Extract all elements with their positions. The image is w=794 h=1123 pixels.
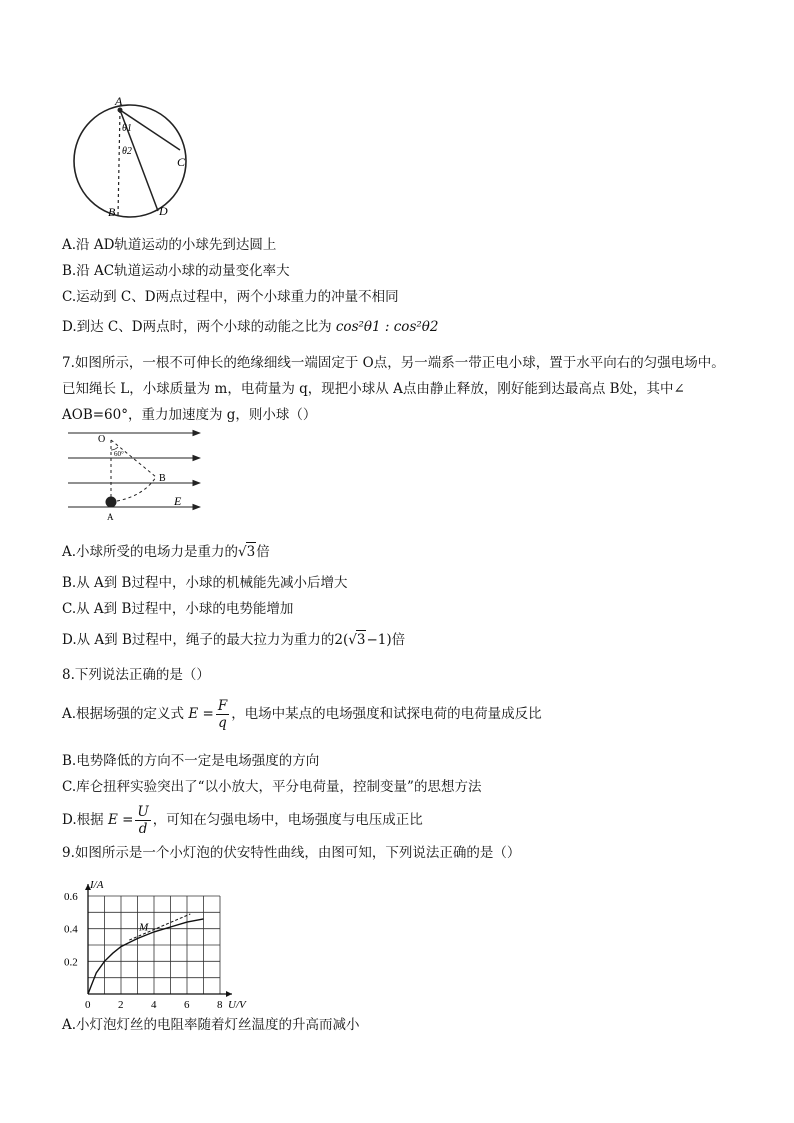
- x-axis-arrow: [226, 991, 232, 997]
- q7-option-a-text: A.小球所受的电场力是重力的: [62, 544, 239, 560]
- fig2-label-e: E: [174, 494, 182, 508]
- q7-option-d-sqrt: 3: [356, 632, 366, 648]
- fig2-label-o: O: [98, 434, 106, 445]
- q7-stem-line3: AOB=60°，重力加速度为 g，则小球（）: [62, 407, 317, 423]
- fig2-label-angle: 60°: [114, 450, 124, 458]
- fig1-label-theta1: θ1: [122, 123, 132, 134]
- q7-stem-line2: 已知绳长 L，小球质量为 m，电荷量为 q，现把小球从 A点由静止释放，刚好能到达最高点 B处，其中∠: [62, 381, 685, 397]
- fig1-label-a: A: [115, 94, 123, 108]
- q6-option-d-text: D.到达 C、D两点时，两个小球的动能之比为: [62, 319, 332, 335]
- q6-option-a: A.沿 AD轨道运动的小球先到达圆上: [62, 237, 277, 253]
- fig2-label-b: B: [159, 473, 166, 484]
- q9-stem: 9.如图所示是一个小灯泡的伏安特性曲线，由图可知，下列说法正确的是（）: [62, 845, 521, 861]
- point-m-label: M: [139, 921, 149, 934]
- q8-option-d: [62, 804, 423, 837]
- iv-curve-chart: [60, 866, 270, 1012]
- y-axis-label: I/A: [90, 879, 104, 891]
- q6-option-d: [62, 318, 439, 336]
- q6-option-d-formula: cos²θ1 : cos²θ2: [335, 319, 439, 335]
- q8-option-a-suffix: ，电场中某点的电场强度和试探电荷的电荷量成反比: [231, 706, 542, 722]
- q7-option-a-sqrt: 3: [246, 544, 256, 560]
- q6-option-b: B.沿 AC轨道运动小球的动量变化率大: [62, 263, 290, 279]
- q9-option-a: A.小灯泡灯丝的电阻率随着灯丝温度的升高而减小: [62, 1017, 360, 1033]
- fig2-label-a: A: [107, 512, 114, 522]
- q8-option-a: [62, 698, 542, 731]
- x-axis-label: U/V: [228, 999, 246, 1011]
- circle-chord-figure: [60, 94, 200, 224]
- y-tick-label: 0.4: [64, 923, 78, 936]
- q7-option-d-formula-start: 2(: [334, 632, 349, 648]
- q7-option-c: C.从 A到 B过程中，小球的电势能增加: [62, 601, 294, 617]
- q8-option-d-numerator: U: [137, 804, 149, 820]
- chart-grid: [88, 896, 220, 994]
- q8-option-d-text: D.根据: [62, 812, 104, 828]
- q8-option-d-lhs: E =: [107, 812, 134, 828]
- y-tick-label: 0.2: [64, 956, 78, 969]
- fig1-label-theta2: θ2: [122, 146, 132, 157]
- q6-option-c: C.运动到 C、D两点过程中，两个小球重力的冲量不相同: [62, 289, 399, 305]
- q7-option-d-text: D.从 A到 B过程中，绳子的最大拉力为重力的: [62, 632, 335, 648]
- q8-option-d-suffix: ，可知在匀强电场中，电场强度与电压成正比: [152, 812, 423, 828]
- y-tick-label: 0.6: [64, 891, 78, 903]
- pendulum-field-figure: [64, 428, 206, 526]
- q7-option-d-suffix: 倍: [391, 632, 406, 648]
- q7-option-a-suffix: 倍: [256, 544, 270, 560]
- fig1-label-c: C: [177, 155, 186, 169]
- fig1-label-d: D: [159, 204, 168, 218]
- q8-option-a-denominator: q: [218, 715, 227, 731]
- q8-option-a-numerator: F: [217, 698, 228, 714]
- q8-option-a-lhs: E =: [188, 706, 214, 722]
- q8-stem: 8.下列说法正确的是（）: [62, 667, 210, 683]
- x-tick-label: 8: [217, 999, 223, 1011]
- q7-option-d: D.从 A到 B过程中，绳子的最大拉力为重力的2(√3−1)倍: [62, 632, 406, 648]
- q7-option-b: B.从 A到 B过程中，小球的机械能先减小后增大: [62, 575, 348, 591]
- q8-option-d-denominator: d: [138, 821, 148, 837]
- x-tick-label: 0: [85, 999, 91, 1011]
- x-tick-label: 6: [184, 999, 190, 1011]
- chart-axes: [85, 884, 232, 997]
- q7-stem-line1: 7.如图所示，一根不可伸长的绝缘细线一端固定于 O点，另一端系一带正电小球，置于水平向右的匀强电场中。: [62, 355, 725, 371]
- fig1-label-b: B: [108, 205, 116, 219]
- q8-option-d-fraction: [135, 804, 150, 837]
- q8-option-a-text: A.根据场强的定义式: [62, 706, 185, 722]
- q8-option-b: B.电势降低的方向不一定是电场强度的方向: [62, 753, 320, 769]
- q7-option-d-formula-end: −1): [366, 632, 392, 648]
- q8-option-c: C.库仑扭秤实验突出了“以小放大，平分电荷量，控制变量”的思想方法: [62, 779, 482, 795]
- q7-option-a: A.小球所受的电场力是重力的√3倍: [62, 544, 270, 560]
- q8-option-a-fraction: [216, 698, 229, 731]
- x-tick-label: 2: [118, 999, 124, 1011]
- x-tick-label: 4: [151, 999, 157, 1011]
